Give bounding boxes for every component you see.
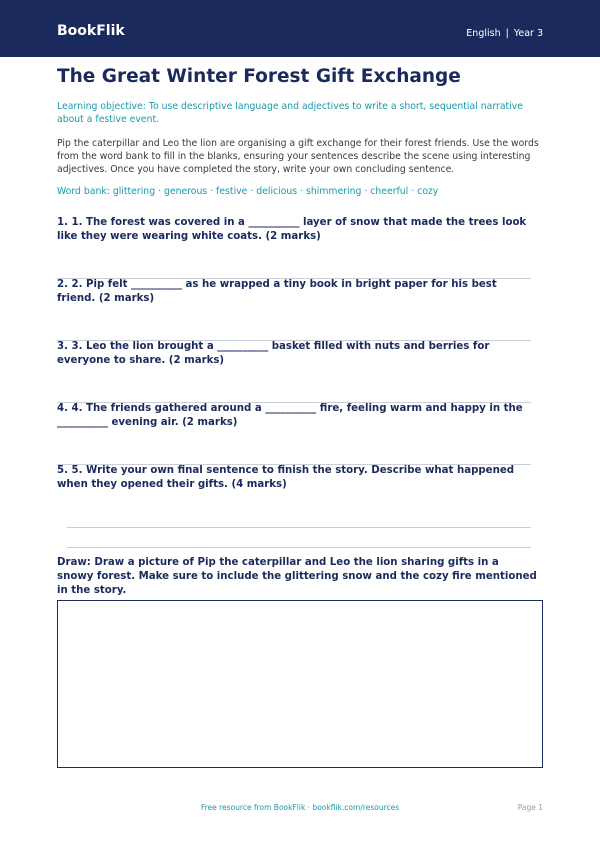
writing-line[interactable] — [67, 547, 531, 548]
drawing-area[interactable] — [57, 600, 543, 768]
subject-year-label — [466, 28, 543, 39]
word-bank: Word bank: glittering · generous · festive · delicious · shimmering · cheerful · cozy — [57, 186, 439, 197]
question-3: 3. 3. Leo the lion brought a __________ basket filled with nuts and berries for everyone to share. (2 marks) — [57, 341, 490, 366]
footer-resource-link[interactable]: Free resource from BookFlik · bookflik.com/resources — [200, 803, 400, 812]
question-5: 5. 5. Write your own final sentence to finish the story. Describe what happened when they opened their gifts. (4 marks) — [57, 465, 515, 490]
instructions: Pip the caterpillar and Leo the lion are organising a gift exchange for their forest friends. Use the words from the word bank to fill in the blanks, ensuring your sentences describe the scene using interesting adjectives. Once you have completed the story, write your own concluding sentence. — [57, 138, 539, 175]
subject-label: English — [466, 28, 501, 39]
learning-objective: Learning objective: To use descriptive language and adjectives to write a short, sequential narrative about a festive event. — [57, 101, 523, 125]
writing-line[interactable] — [67, 527, 531, 528]
question-2: 2. 2. Pip felt __________ as he wrapped a tiny book in bright paper for his best friend. (2 marks) — [57, 279, 497, 304]
page-number: Page 1 — [517, 803, 543, 812]
header-bar — [0, 0, 600, 57]
separator: | — [505, 28, 509, 39]
draw-prompt: Draw: Draw a picture of Pip the caterpillar and Leo the lion sharing gifts in a snowy forest. Make sure to include the glittering snow and the cozy fire mentioned in the story. — [57, 557, 537, 596]
question-1: 1. 1. The forest was covered in a __________ layer of snow that made the trees look like they were wearing white coats. (2 marks) — [57, 217, 527, 242]
question-4: 4. 4. The friends gathered around a __________ fire, feeling warm and happy in the __________ evening air. (2 marks) — [57, 403, 523, 428]
worksheet-title: The Great Winter Forest Gift Exchange — [57, 66, 461, 87]
year-label: Year 3 — [513, 28, 543, 39]
brand-logo: BookFlik — [57, 23, 125, 39]
